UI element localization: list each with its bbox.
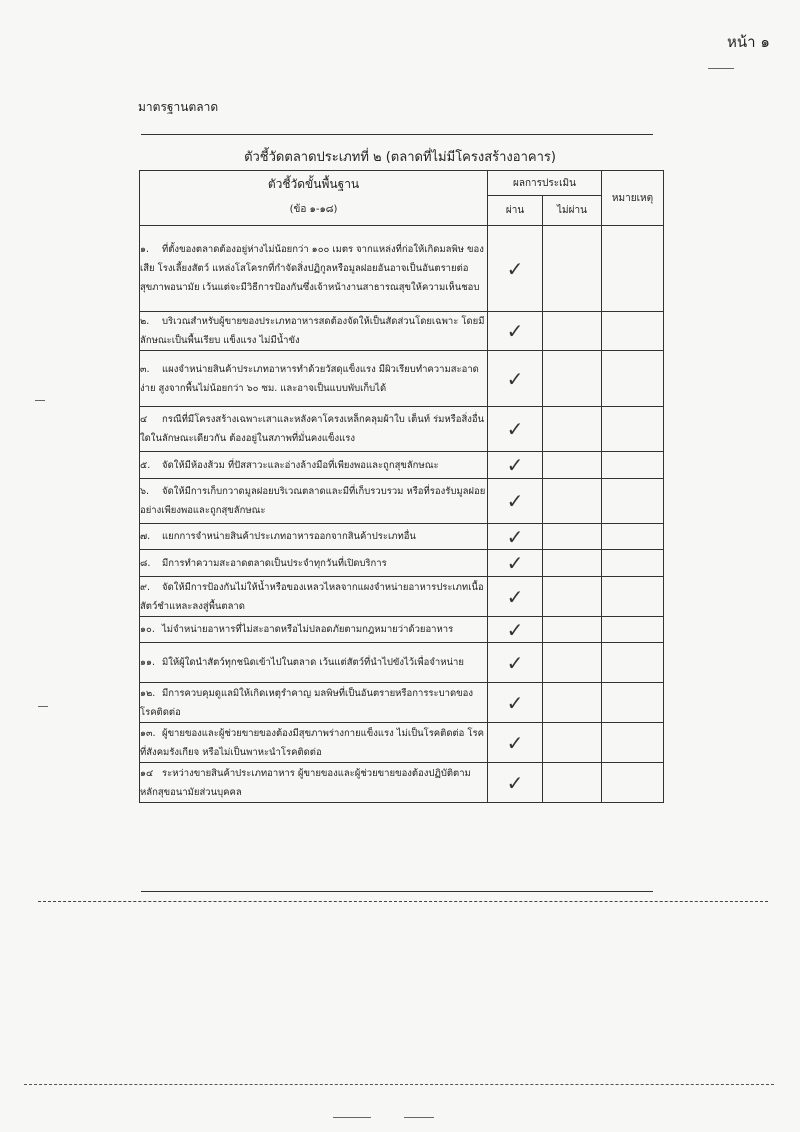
note-cell — [602, 550, 664, 577]
criterion-cell — [140, 524, 488, 550]
checkmark-icon: ✓ — [506, 770, 524, 795]
note-cell — [602, 226, 664, 312]
criterion-cell — [140, 312, 488, 351]
table-row — [140, 452, 664, 479]
table-row — [140, 723, 664, 763]
fail-cell — [543, 617, 602, 643]
criterion-number: ๓. — [140, 363, 150, 375]
checkmark-icon: ✓ — [506, 489, 524, 513]
criterion-cell — [140, 226, 488, 312]
criterion-number: ๑๐. — [140, 624, 155, 635]
table-row — [140, 524, 664, 550]
pass-cell — [488, 312, 543, 351]
criterion-number: ๙. — [140, 581, 150, 593]
table-row — [140, 617, 664, 643]
note-column-header: หมายเหตุ — [602, 171, 664, 226]
table-row — [140, 312, 664, 351]
pass-cell — [488, 723, 543, 763]
table-row — [140, 683, 664, 723]
criterion-text: มิให้ผู้ใดนำสัตว์ทุกชนิดเข้าไปในตลาด เว้นแต่สัตว์ที่นำไปขังไว้เพื่อจำหน่าย — [162, 657, 464, 668]
criterion-text: จัดให้มีการป้องกันไม่ให้น้ำหรือของเหลวไหลจากแผงจำหน่ายอาหารประเภทเนื้อสัตว์ชำแหละลงสู่พื้นตลาด — [140, 581, 484, 612]
fail-cell — [543, 351, 602, 407]
table-row — [140, 479, 664, 524]
criterion-number: ๑๑. — [140, 657, 156, 668]
criterion-number: ๘. — [140, 557, 151, 569]
fail-cell — [543, 723, 602, 763]
note-cell — [602, 479, 664, 524]
pass-cell — [488, 577, 543, 617]
criterion-text: แผงจำหน่ายสินค้าประเภทอาหารทำด้วยวัสดุแข็งแรง มีผิวเรียบทำความสะอาดง่าย สูงจากพื้นไม่น้อยกว่า ๖๐ ซม. และอาจเป็นแบบพับเก็บได้ — [140, 363, 479, 394]
pass-cell — [488, 763, 543, 803]
criterion-number: ๑๒. — [140, 687, 156, 699]
criterion-cell — [140, 550, 488, 577]
checkmark-icon: ✓ — [506, 366, 524, 391]
table-row — [140, 351, 664, 407]
evaluation-column-header: ผลการประเมิน — [488, 171, 602, 196]
criterion-cell — [140, 407, 488, 452]
criterion-number: ๖. — [140, 486, 150, 497]
checkmark-icon: ✓ — [506, 690, 524, 715]
checkmark-icon: ✓ — [506, 617, 524, 642]
checkmark-icon: ✓ — [506, 730, 524, 755]
criterion-text: บริเวณสำหรับผู้ขายของประเภทอาหารสดต้องจัดให้เป็นสัดส่วนโดยเฉพาะ โดยมีลักษณะเป็นพื้นเรียบ แข็งแรง ไม่มีน้ำขัง — [140, 316, 485, 346]
criterion-text: ผู้ขายของและผู้ช่วยขายของต้องมีสุขภาพร่างกายแข็งแรง ไม่เป็นโรคติดต่อ โรคที่สังคมรังเกียจ หรือไม่เป็นพาหะนำโรคติดต่อ — [140, 727, 484, 758]
document-title: ตัวชี้วัดตลาดประเภทที่ ๒ (ตลาดที่ไม่มีโครงสร้างอาคาร) — [244, 150, 556, 165]
pass-cell — [488, 617, 543, 643]
criterion-text: มีการทำความสะอาดตลาดเป็นประจำทุกวันที่เปิดบริการ — [162, 557, 387, 569]
note-cell — [602, 577, 664, 617]
checkmark-icon: ✓ — [506, 551, 524, 575]
note-cell — [602, 723, 664, 763]
note-cell — [602, 312, 664, 351]
criterion-cell — [140, 479, 488, 524]
note-cell — [602, 683, 664, 723]
criterion-text: ไม่จำหน่ายอาหารที่ไม่สะอาดหรือไม่ปลอดภัยตามกฎหมายว่าด้วยอาหาร — [162, 624, 454, 635]
fail-cell — [543, 479, 602, 524]
page-number: หน้า ๑ — [727, 33, 770, 51]
fail-cell — [543, 683, 602, 723]
pass-cell — [488, 479, 543, 524]
pass-cell — [488, 524, 543, 550]
footer-mark — [404, 1117, 434, 1118]
checkmark-icon: ✓ — [506, 319, 524, 343]
note-cell — [602, 763, 664, 803]
footer-mark — [333, 1117, 371, 1118]
header-divider — [141, 134, 653, 135]
table-row — [140, 226, 664, 312]
note-cell — [602, 617, 664, 643]
checkmark-icon: ✓ — [506, 256, 524, 281]
note-cell — [602, 452, 664, 479]
checkmark-icon: ✓ — [506, 650, 524, 675]
criteria-column-header — [140, 171, 488, 226]
criterion-number: ๑๓. — [140, 727, 156, 739]
fail-cell — [543, 452, 602, 479]
criterion-cell — [140, 351, 488, 407]
note-cell — [602, 407, 664, 452]
criteria-table — [139, 170, 664, 803]
criterion-cell — [140, 452, 488, 479]
fail-cell — [543, 407, 602, 452]
fail-cell — [543, 524, 602, 550]
table-row — [140, 643, 664, 683]
criterion-cell — [140, 763, 488, 803]
bottom-divider — [141, 891, 653, 892]
criterion-text: มีการควบคุมดูแลมิให้เกิดเหตุรำคาญ มลพิษที่เป็นอันตรายหรือการระบาดของโรคติดต่อ — [140, 687, 474, 718]
pass-cell — [488, 407, 543, 452]
document-header: มาตรฐานตลาด — [138, 100, 219, 114]
pass-column-header: ผ่าน — [488, 196, 543, 226]
pass-cell — [488, 226, 543, 312]
pass-cell — [488, 351, 543, 407]
criterion-text: แยกการจำหน่ายสินค้าประเภทอาหารออกจากสินค้าประเภทอื่น — [162, 531, 416, 542]
checkmark-icon: ✓ — [506, 584, 524, 609]
pass-cell — [488, 550, 543, 577]
footer-dashed-line — [24, 1084, 774, 1085]
margin-mark — [38, 706, 48, 707]
table-row — [140, 577, 664, 617]
criterion-text: ที่ตั้งของตลาดต้องอยู่ห่างไม่น้อยกว่า ๑๐๐ เมตร จากแหล่งที่ก่อให้เกิดมลพิษ ของเสีย โรงเลี้ยงสัตว์ แหล่งโสโครกที่กำจัดสิ่งปฏิกูลหรือมูลฝอยอันอาจเป็นอันตรายต่อสุขภาพอนามัย เว้นแต่จะมีวิธีการป้องกันซึ่งเจ้าหน้างานสาธารณสุขให้ความเห็นชอบ — [140, 244, 484, 293]
checkmark-icon: ✓ — [506, 417, 524, 441]
criterion-number: ๔ — [140, 414, 148, 425]
page-number-underline — [708, 68, 734, 69]
note-cell — [602, 524, 664, 550]
criteria-column-subtitle: (ข้อ ๑-๑๘) — [289, 204, 338, 215]
criterion-text: จัดให้มีการเก็บกวาดมูลฝอยบริเวณตลาดและมีที่เก็บรวบรวม หรือที่รองรับมูลฝอยอย่างเพียงพอและถูกสุขลักษณะ — [140, 486, 486, 516]
margin-mark — [35, 400, 45, 401]
fail-cell — [543, 226, 602, 312]
criterion-cell — [140, 683, 488, 723]
criterion-number: ๑๔ — [140, 767, 154, 779]
pass-cell — [488, 452, 543, 479]
criterion-number: ๑. — [140, 244, 150, 255]
table-row — [140, 550, 664, 577]
fail-cell — [543, 577, 602, 617]
criterion-cell — [140, 723, 488, 763]
table-row — [140, 407, 664, 452]
pass-cell — [488, 643, 543, 683]
criterion-number: ๕. — [140, 459, 151, 471]
criteria-column-title: ตัวชี้วัดขั้นพื้นฐาน — [267, 177, 360, 191]
criterion-number: ๗. — [140, 531, 151, 542]
fail-cell — [543, 312, 602, 351]
bottom-dashed-line — [38, 901, 768, 902]
checkmark-icon: ✓ — [506, 453, 524, 477]
checkmark-icon: ✓ — [506, 524, 524, 549]
criterion-text: ระหว่างขายสินค้าประเภทอาหาร ผู้ขายของและผู้ช่วยขายของต้องปฏิบัติตามหลักสุขอนามัยส่วนบุคคล — [140, 767, 471, 798]
criterion-number: ๒. — [140, 316, 150, 327]
criterion-cell — [140, 643, 488, 683]
pass-cell — [488, 683, 543, 723]
criterion-cell — [140, 617, 488, 643]
criterion-cell — [140, 577, 488, 617]
table-row — [140, 763, 664, 803]
fail-column-header: ไม่ผ่าน — [543, 196, 602, 226]
fail-cell — [543, 550, 602, 577]
criterion-text: กรณีที่มีโครงสร้างเฉพาะเสาและหลังคาโครงเหล็กคลุมผ้าใบ เต็นท์ ร่มหรือสิ่งอื่นใดในลักษณะเดียวกัน ต้องอยู่ในสภาพที่มั่นคงแข็งแรง — [140, 414, 485, 444]
fail-cell — [543, 643, 602, 683]
criterion-text: จัดให้มีห้องส้วม ที่ปัสสาวะและอ่างล้างมือที่เพียงพอและถูกสุขลักษณะ — [162, 459, 439, 471]
note-cell — [602, 351, 664, 407]
note-cell — [602, 643, 664, 683]
fail-cell — [543, 763, 602, 803]
